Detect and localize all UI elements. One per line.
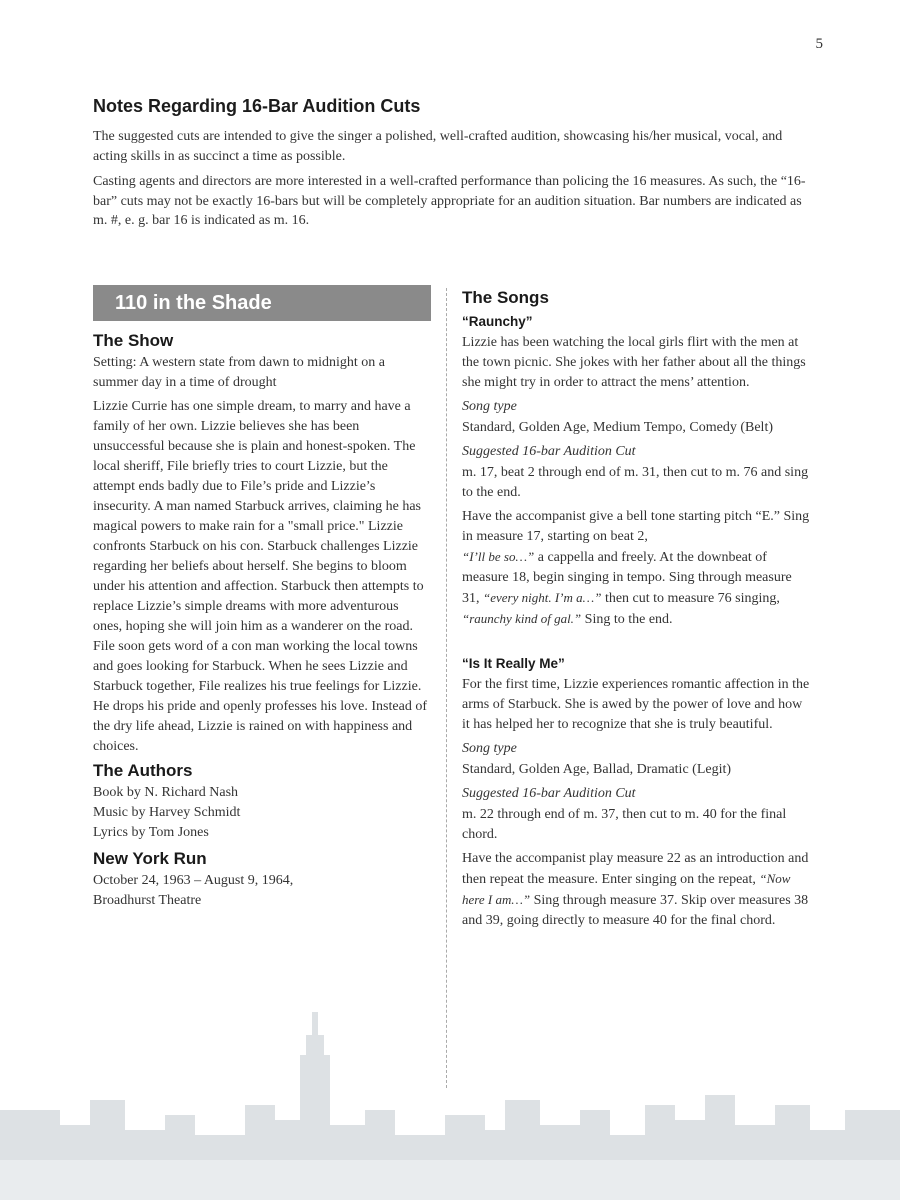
song-2-lyric-a: “Now here I am…” bbox=[462, 871, 791, 907]
song-1-cut: m. 17, beat 2 through end of m. 31, then cut to m. 76 and sing to the end. bbox=[462, 465, 809, 500]
show-heading: The Show bbox=[93, 331, 174, 350]
authors-heading: The Authors bbox=[93, 761, 193, 780]
song-1-lyric-b: “every night. I’m a…” bbox=[483, 590, 602, 605]
song-1-type-label: Song type bbox=[462, 399, 517, 414]
songs-heading: The Songs bbox=[462, 288, 549, 307]
show-synopsis: Lizzie Currie has one simple dream, to marry and have a family of her own. Lizzie believes she has been unsuccessful because she is plain and honest-spoken. The local sheriff, File briefly tries to court Lizzie, but the attempt ends badly due to File’s pride and Lizzie’s insecurity. A man named Starbuck arrives, claiming he has magical powers to make rain for a "small price." Lizzie confronts Starbuck on his con. Starbuck challenges Lizzie regarding her beliefs about herself. She begins to bloom under his attention and affection. Starbuck then attempts to replace Lizzie’s simple dreams with more adventurous ones, hoping she will join him as a wanderer on the road. File soon gets word of a con man working the local towns and goes looking for Starbuck. When he sees Lizzie and Starbuck together, File realizes his true feelings for Lizzie. He drops his pride and openly professes his love. Instead of the dry life ahead, Lizzie is rained on with happiness and choices. bbox=[93, 399, 427, 754]
show-title-banner: 110 in the Shade bbox=[93, 285, 431, 321]
author-book: Book by N. Richard Nash bbox=[93, 785, 239, 800]
song-1-instr-a: Have the accompanist give a bell tone starting pitch “E.” Sing in measure 17, starting on beat 2, bbox=[462, 509, 810, 544]
song-2-instr-a: Have the accompanist play measure 22 as an introduction and then repeat the measure. Enter singing on the repeat, bbox=[462, 851, 809, 887]
song-1-type: Standard, Golden Age, Medium Tempo, Comedy (Belt) bbox=[462, 420, 773, 435]
song-1-instr-b: a cappella and freely. At the downbeat of measure 18, begin singing in tempo. Sing through measure 31, bbox=[462, 550, 792, 606]
notes-paragraph-1: The suggested cuts are intended to give the singer a polished, well-crafted audition, showcasing his/her musical, vocal, and acting skills in as succinct a time as possible. bbox=[93, 129, 783, 164]
song-2-description: For the first time, Lizzie experiences romantic affection in the arms of Starbuck. She is awed by the power of love and how it has helped her to recognize that she is truly beautiful. bbox=[462, 677, 810, 732]
song-1-title: “Raunchy” bbox=[462, 314, 533, 329]
song-1-instructions bbox=[462, 507, 812, 630]
song-1-instr-c: then cut to measure 76 singing, bbox=[601, 591, 780, 606]
city-skyline-graphic bbox=[0, 1000, 900, 1200]
song-1-description: Lizzie has been watching the local girls flirt with the men at the town picnic. She jokes with her father about all the things she might try in order to attract the mens’ attention. bbox=[462, 335, 806, 390]
song-2-instr-b: Sing through measure 37. Skip over measures 38 and 39, going directly to measure 40 for the final chord. bbox=[462, 893, 809, 928]
song-2-title: “Is It Really Me” bbox=[462, 656, 565, 671]
song-2-cut: m. 22 through end of m. 37, then cut to m. 40 for the final chord. bbox=[462, 807, 787, 842]
run-dates: October 24, 1963 – August 9, 1964, bbox=[93, 873, 294, 888]
notes-paragraph-2: Casting agents and directors are more interested in a well-crafted performance than policing the 16 measures. As such, the “16-bar” cuts may not be exactly 16-bars but will be completely appropriate for an audition situation. Bar numbers are indicated as m. #, e. g. bar 16 is indicated as m. 16. bbox=[93, 174, 806, 228]
run-heading: New York Run bbox=[93, 849, 207, 868]
page-number: 5 bbox=[815, 36, 823, 52]
song-1-cut-label: Suggested 16-bar Audition Cut bbox=[462, 444, 636, 459]
show-info-column bbox=[93, 285, 431, 915]
song-2-cut-label: Suggested 16-bar Audition Cut bbox=[462, 786, 636, 801]
author-music: Music by Harvey Schmidt bbox=[93, 805, 241, 820]
songs-column bbox=[462, 288, 812, 935]
notes-title: Notes Regarding 16-Bar Audition Cuts bbox=[93, 96, 421, 116]
author-lyrics: Lyrics by Tom Jones bbox=[93, 825, 209, 840]
song-1-instr-d: Sing to the end. bbox=[581, 612, 673, 627]
song-2-type: Standard, Golden Age, Ballad, Dramatic (Legit) bbox=[462, 762, 732, 777]
song-2-type-label: Song type bbox=[462, 741, 517, 756]
show-setting: Setting: A western state from dawn to midnight on a summer day in a time of drought bbox=[93, 355, 386, 390]
song-2-instructions bbox=[462, 849, 812, 931]
column-divider bbox=[446, 288, 447, 1088]
song-1-lyric-c: “raunchy kind of gal.” bbox=[462, 611, 582, 626]
audition-notes-section bbox=[93, 96, 813, 237]
song-1-lyric-a: “I’ll be so…” bbox=[462, 549, 535, 564]
song-spacer bbox=[462, 634, 812, 650]
run-theatre: Broadhurst Theatre bbox=[93, 893, 202, 908]
